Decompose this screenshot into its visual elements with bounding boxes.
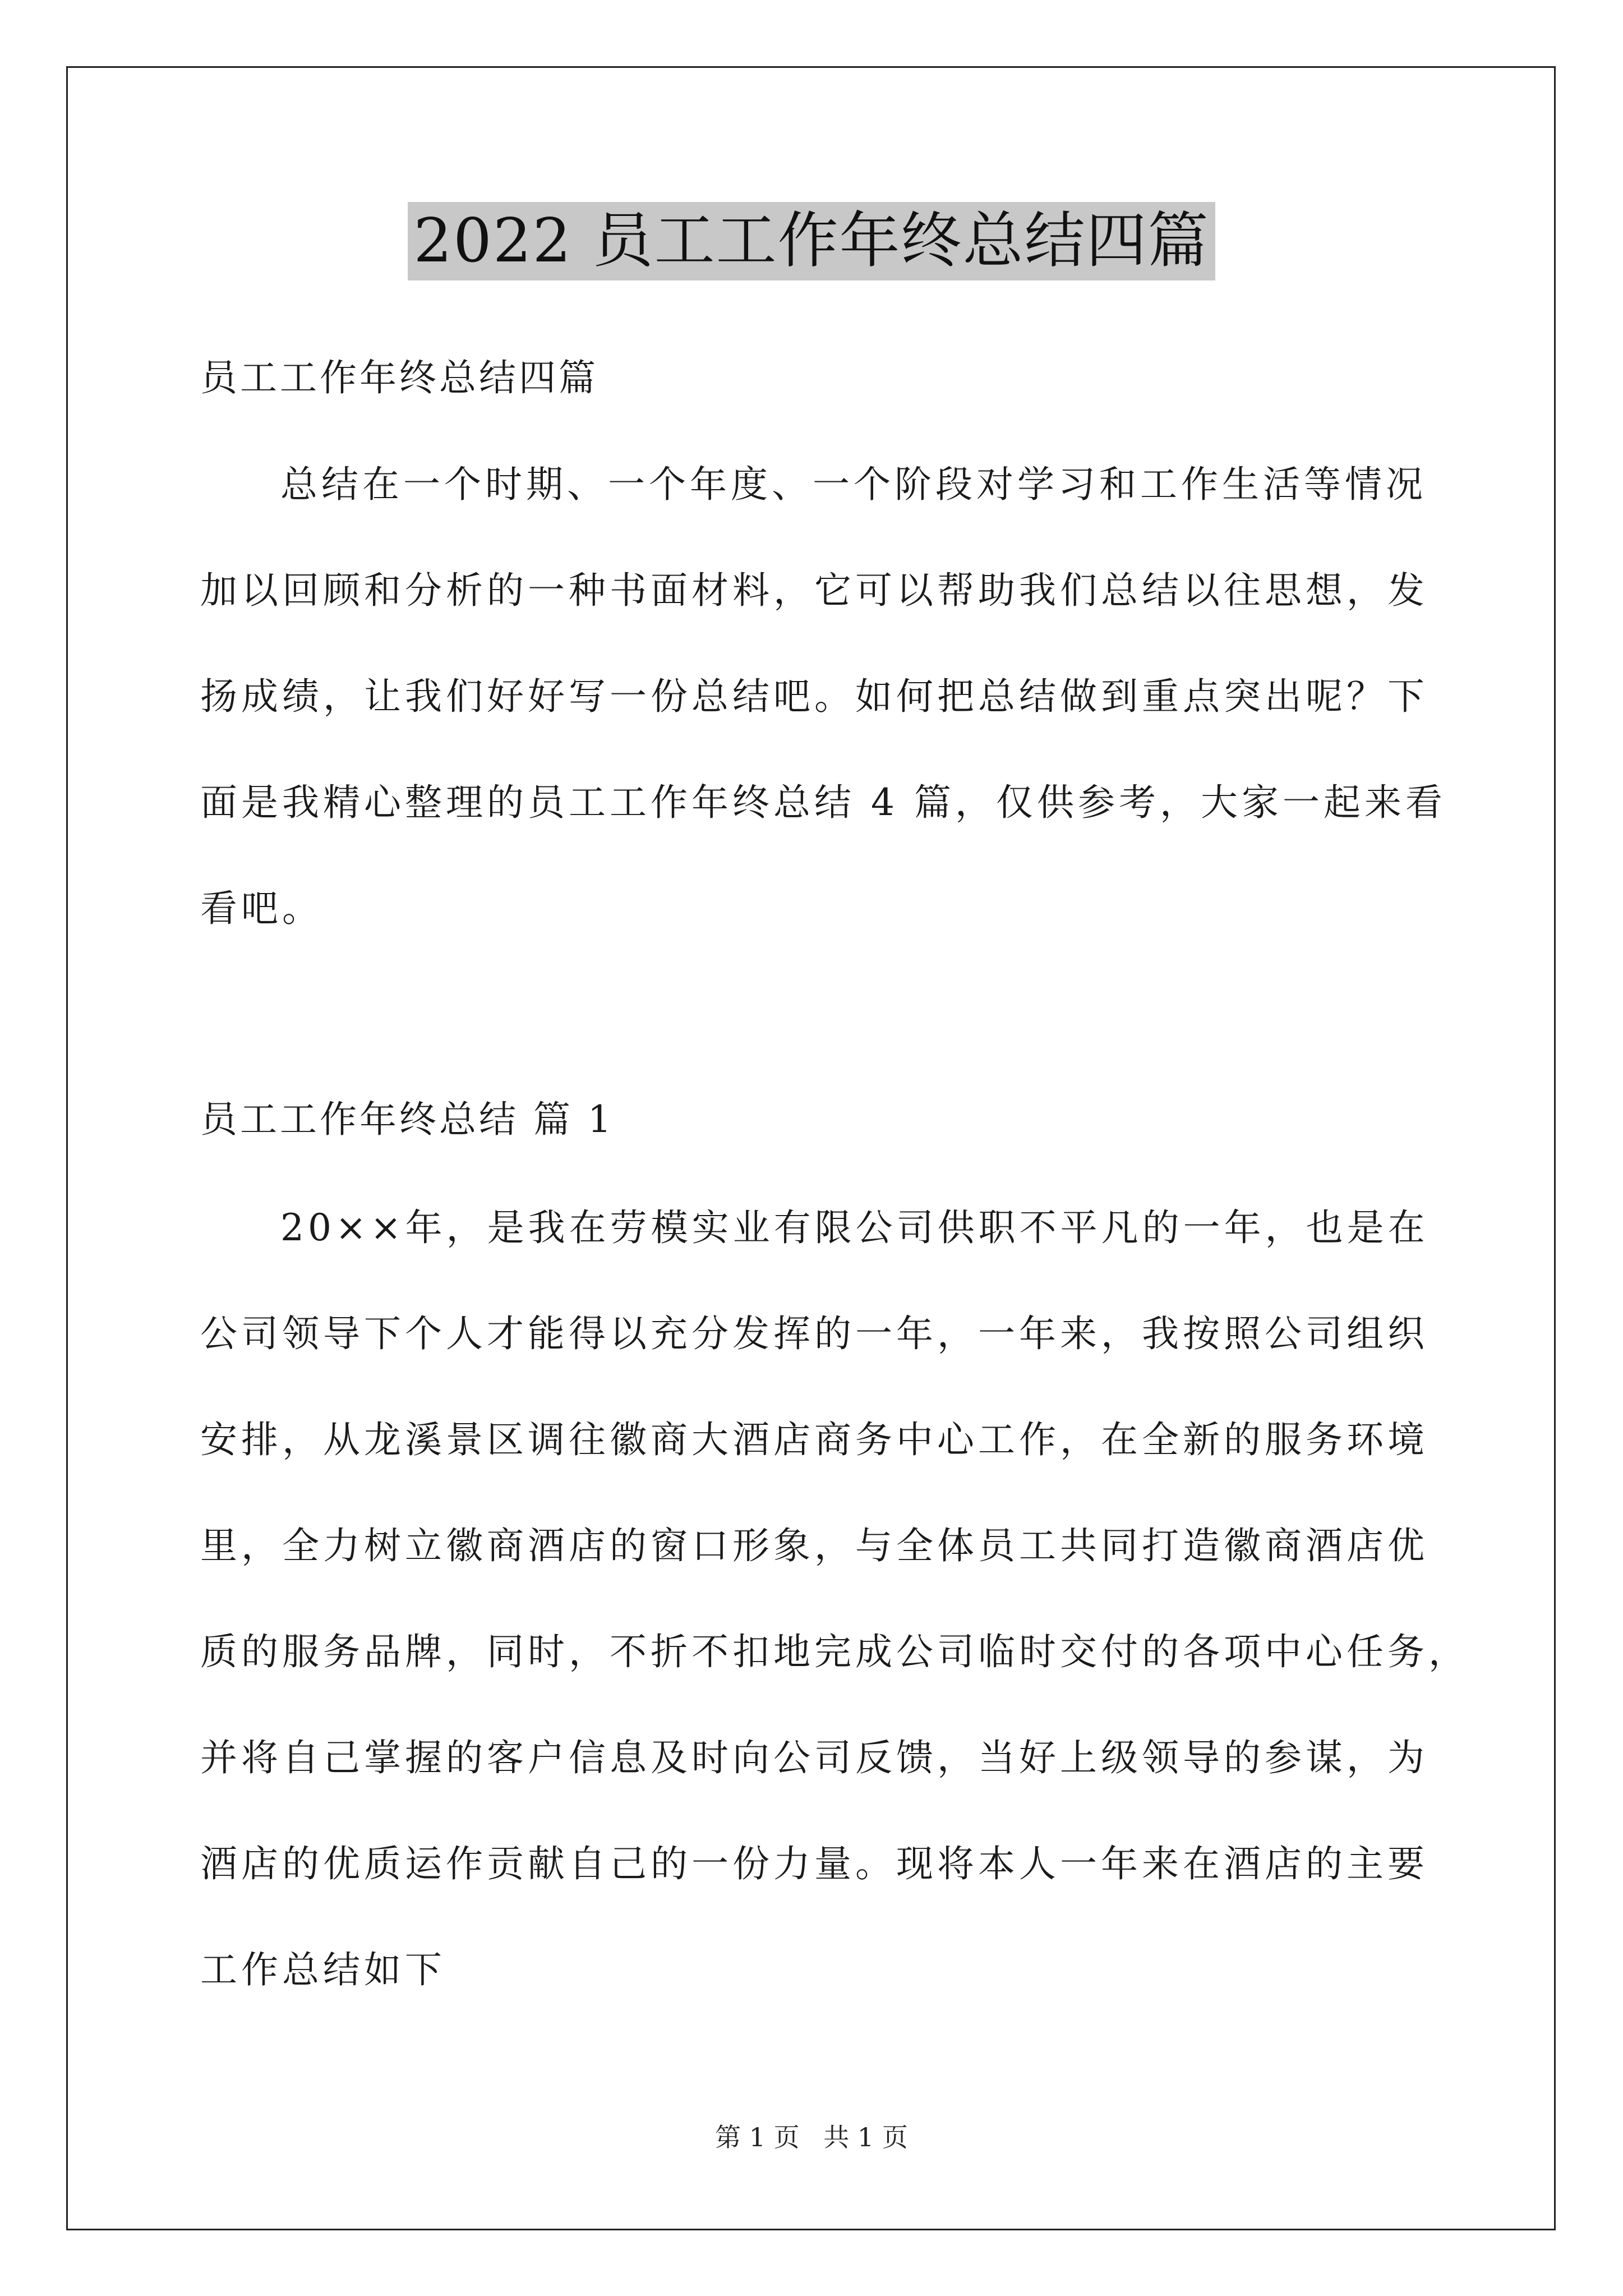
- intro-line: 加以回顾和分析的一种书面材料，它可以帮助我们总结以往思想，发: [200, 569, 1428, 612]
- section-line: 里，全力树立徽商酒店的窗口形象，与全体员工共同打造徽商酒店优: [200, 1524, 1428, 1567]
- section-line: 质的服务品牌，同时，不折不扣地完成公司临时交付的各项中心任务，: [200, 1630, 1469, 1673]
- page-number: 第 1 页: [715, 2122, 800, 2152]
- page-count: 共 1 页: [823, 2122, 908, 2152]
- section-line: 并将自己掌握的客户信息及时向公司反馈，当好上级领导的参谋，为: [200, 1736, 1428, 1779]
- document-title: 2022 员工工作年终总结四篇: [408, 202, 1215, 280]
- title-container: [0, 202, 1623, 280]
- section-line: 安排，从龙溪景区调往徽商大酒店商务中心工作，在全新的服务环境: [200, 1418, 1428, 1461]
- intro-line: 扬成绩，让我们好好写一份总结吧。如何把总结做到重点突出呢？下: [200, 675, 1428, 718]
- section-line: 20××年，是我在劳模实业有限公司供职不平凡的一年，也是在: [280, 1206, 1429, 1249]
- page-footer: [0, 2122, 1623, 2153]
- section-line: 酒店的优质运作贡献自己的一份力量。现将本人一年来在酒店的主要: [200, 1842, 1428, 1885]
- section-line: 工作总结如下: [200, 1948, 446, 1991]
- intro-line: 总结在一个时期、一个年度、一个阶段对学习和工作生活等情况: [280, 463, 1427, 506]
- document-subtitle: 员工工作年终总结四篇: [200, 356, 598, 399]
- intro-line: 看吧。: [200, 887, 323, 930]
- section-line: 公司领导下个人才能得以充分发挥的一年，一年来，我按照公司组织: [200, 1312, 1428, 1355]
- section-heading: 员工工作年终总结 篇 1: [200, 1098, 614, 1141]
- intro-line: 面是我精心整理的员工工作年终总结 4 篇，仅供参考，大家一起来看: [200, 781, 1446, 824]
